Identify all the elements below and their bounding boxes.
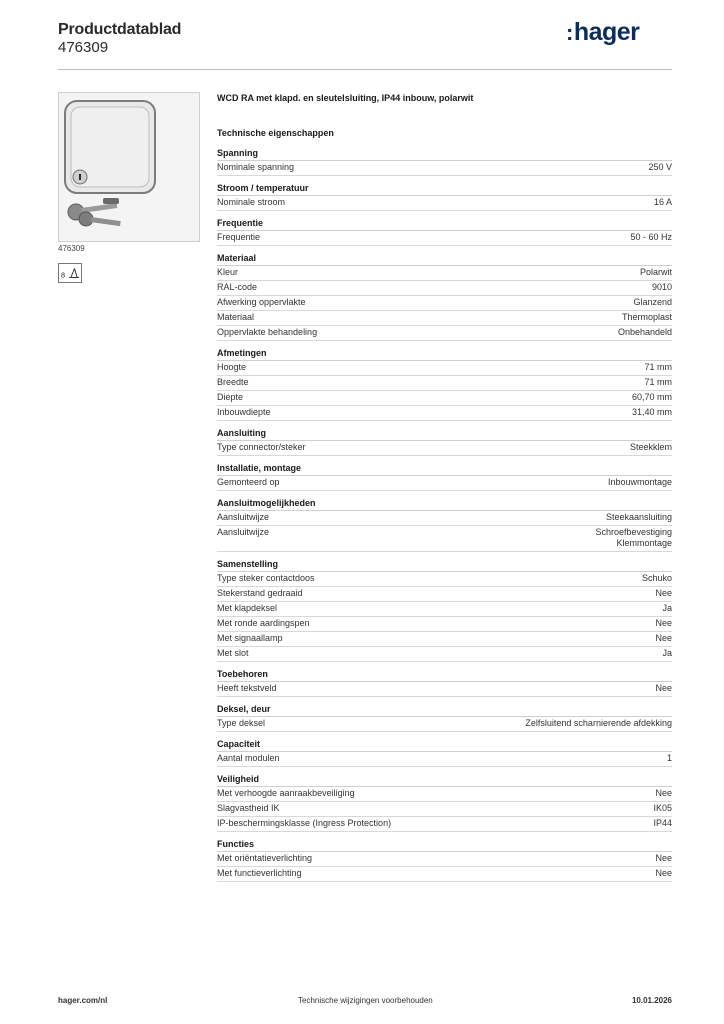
spec-value: IK05 (653, 803, 672, 813)
spec-label: Met klapdeksel (217, 603, 278, 613)
section-title: Toebehoren (217, 669, 672, 682)
spec-row (217, 572, 672, 587)
spec-label: Met oriëntatieverlichting (217, 853, 313, 863)
spec-value: Schroefbevestiging Klemmontage (595, 527, 672, 548)
spec-section (217, 348, 672, 421)
spec-section (217, 774, 672, 832)
spec-value: Steekklem (629, 442, 672, 452)
spec-section (217, 669, 672, 697)
page-header (58, 20, 181, 56)
section-title: Functies (217, 839, 672, 852)
spec-value: Ja (662, 648, 672, 658)
spec-value: Nee (655, 788, 672, 798)
spec-value: 250 V (648, 162, 672, 172)
spec-value: Glanzend (633, 297, 672, 307)
spec-label: Met signaallamp (217, 633, 283, 643)
spec-label: Oppervlakte behandeling (217, 327, 318, 337)
spec-value: Zelfsluitend scharnierende afdekking (525, 718, 672, 728)
spec-row (217, 296, 672, 311)
spec-row (217, 817, 672, 832)
spec-section (217, 218, 672, 246)
product-image-caption: 476309 (58, 244, 85, 253)
spec-row (217, 441, 672, 456)
spec-row (217, 867, 672, 882)
spec-label: Frequentie (217, 232, 261, 242)
spec-row (217, 802, 672, 817)
spec-label: Heeft tekstveld (217, 683, 277, 693)
spec-section (217, 183, 672, 211)
spec-label: Met verhoogde aanraakbeveiliging (217, 788, 355, 798)
section-title: Frequentie (217, 218, 672, 231)
section-title: Installatie, montage (217, 463, 672, 476)
spec-label: Afwerking oppervlakte (217, 297, 306, 307)
spec-value: IP44 (653, 818, 672, 828)
spec-row (217, 266, 672, 281)
document-title: Productdatablad (58, 21, 182, 38)
spec-row (217, 682, 672, 697)
product-image (58, 92, 200, 242)
footer-website: hager.com/nl (58, 996, 108, 1005)
spec-row (217, 376, 672, 391)
spec-label: RAL-code (217, 282, 258, 292)
spec-label: Inbouwdiepte (217, 407, 271, 417)
spec-value: 50 - 60 Hz (630, 232, 672, 242)
footer-date: 10.01.2026 (631, 996, 672, 1005)
spec-value: Nee (655, 588, 672, 598)
spec-row (217, 511, 672, 526)
spec-section (217, 253, 672, 341)
spec-value: 71 mm (644, 362, 672, 372)
spec-row (217, 647, 672, 662)
section-title: Samenstelling (217, 559, 672, 572)
spec-label: IP-beschermingsklasse (Ingress Protection) (217, 818, 392, 828)
section-title: Afmetingen (217, 348, 672, 361)
spec-label: Type steker contactdoos (217, 573, 315, 583)
spec-row (217, 602, 672, 617)
spec-value: 1 (666, 753, 672, 763)
spec-label: Nominale spanning (217, 162, 295, 172)
spec-label: Hoogte (217, 362, 247, 372)
svg-text:8: 8 (61, 270, 65, 280)
spec-row (217, 406, 672, 421)
spec-row (217, 526, 672, 552)
spec-value: 71 mm (644, 377, 672, 387)
spec-value: Thermoplast (621, 312, 672, 322)
spec-row (217, 311, 672, 326)
spec-label: Materiaal (217, 312, 255, 322)
spec-section (217, 148, 672, 176)
spec-value: 60,70 mm (631, 392, 672, 402)
spec-row (217, 231, 672, 246)
spec-row (217, 852, 672, 867)
spec-label: Type connector/steker (217, 442, 306, 452)
spec-row (217, 717, 672, 732)
spec-row (217, 361, 672, 376)
section-title: Stroom / temperatuur (217, 183, 672, 196)
spec-row (217, 281, 672, 296)
spec-row (217, 391, 672, 406)
product-specs (217, 93, 672, 889)
spec-sections (217, 148, 672, 882)
spec-value: Nee (655, 633, 672, 643)
terminal-symbol-icon (58, 263, 82, 283)
spec-label: Met slot (217, 648, 249, 658)
spec-row (217, 587, 672, 602)
section-title: Materiaal (217, 253, 672, 266)
product-description: WCD RA met klapd. en sleutelsluiting, IP44 inbouw, polarwit (217, 93, 474, 103)
spec-section (217, 463, 672, 491)
spec-label: Aantal modulen (217, 753, 280, 763)
spec-row (217, 161, 672, 176)
spec-row (217, 326, 672, 341)
spec-row (217, 476, 672, 491)
spec-row (217, 787, 672, 802)
spec-label: Diepte (217, 392, 244, 402)
spec-label: Met ronde aardingspen (217, 618, 310, 628)
technical-heading: Technische eigenschappen (217, 128, 334, 138)
spec-label: Nominale stroom (217, 197, 286, 207)
spec-value: Schuko (641, 573, 672, 583)
spec-section (217, 428, 672, 456)
spec-value: 9010 (651, 282, 672, 292)
spec-label: Type deksel (217, 718, 266, 728)
spec-row (217, 617, 672, 632)
section-title: Aansluiting (217, 428, 672, 441)
spec-label: Stekerstand gedraaid (217, 588, 303, 598)
document-number: 476309 (58, 39, 109, 56)
spec-value: Polarwit (639, 267, 672, 277)
spec-section (217, 704, 672, 732)
spec-value: Nee (655, 868, 672, 878)
spec-value: Nee (655, 853, 672, 863)
spec-value: 31,40 mm (631, 407, 672, 417)
spec-row (217, 196, 672, 211)
footer-notice: Technische wijzigingen voorbehouden (298, 996, 433, 1005)
spec-label: Slagvastheid IK (217, 803, 280, 813)
spec-value: Nee (655, 618, 672, 628)
section-title: Veiligheid (217, 774, 672, 787)
section-title: Spanning (217, 148, 672, 161)
spec-row (217, 632, 672, 647)
spec-section (217, 559, 672, 662)
logo-text: hager (573, 18, 640, 46)
spec-section (217, 839, 672, 882)
spec-label: Kleur (217, 267, 239, 277)
section-title: Deksel, deur (217, 704, 672, 717)
spec-value: Inbouwmontage (607, 477, 672, 487)
spec-label: Gemonteerd op (217, 477, 280, 487)
spec-value: Nee (655, 683, 672, 693)
spec-label: Aansluitwijze (217, 527, 270, 537)
spec-label: Met functieverlichting (217, 868, 302, 878)
spec-label: Aansluitwijze (217, 512, 270, 522)
spec-value: Ja (662, 603, 672, 613)
section-title: Aansluitmogelijkheden (217, 498, 672, 511)
spec-value: Steekaansluiting (605, 512, 672, 522)
spec-value: 16 A (653, 197, 672, 207)
spec-row (217, 752, 672, 767)
spec-section (217, 739, 672, 767)
spec-section (217, 498, 672, 552)
hager-logo: :hager (566, 18, 640, 46)
header-divider (58, 69, 672, 70)
spec-label: Breedte (217, 377, 249, 387)
section-title: Capaciteit (217, 739, 672, 752)
spec-value: Onbehandeld (617, 327, 672, 337)
